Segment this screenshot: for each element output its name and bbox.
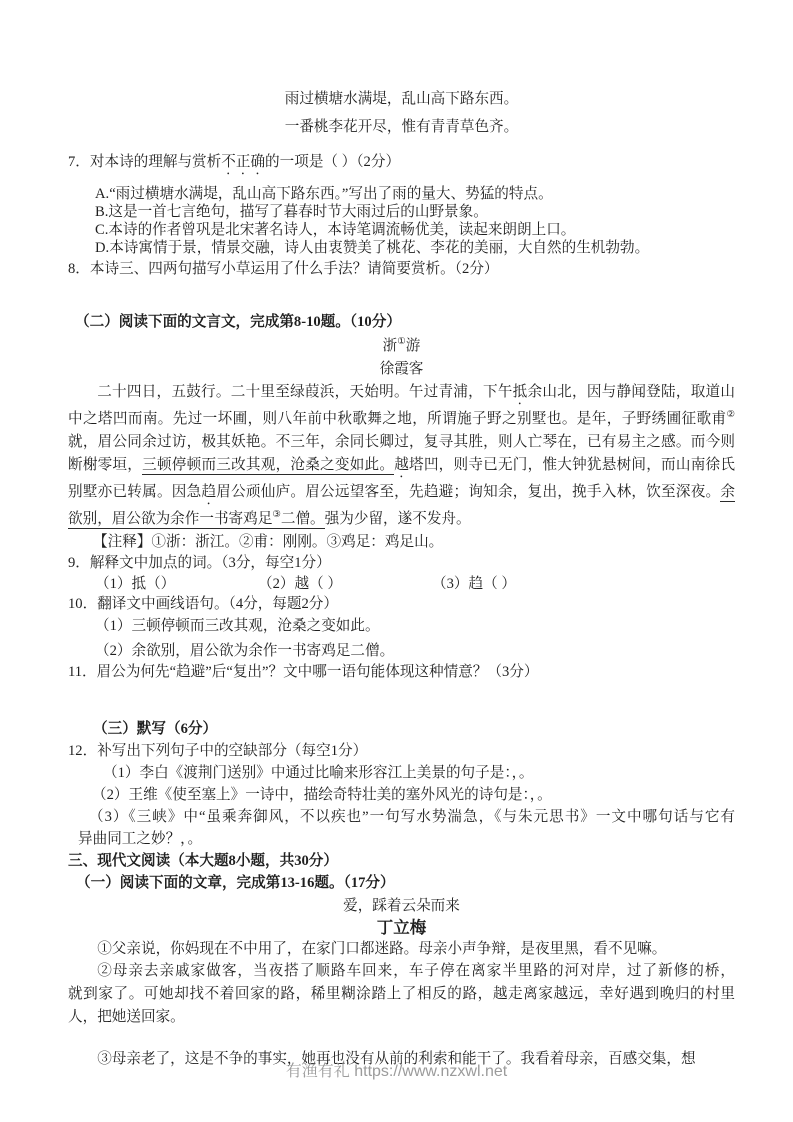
passage-notes: 【注释】①浙：浙江。②甫：刚刚。③鸡足：鸡足山。	[93, 534, 444, 550]
underlined-sentence-1: 三顿停顿而三改其观，沧桑之变如此。	[142, 457, 395, 473]
q9-item-2: （2）越（ ）	[258, 576, 342, 592]
q12-item-3-line-2: 异曲同工之妙？，。	[78, 831, 203, 847]
passage-text: 中之塔凹而南。先过一坏圃，则八年前中秋歌舞之地，所谓施子野之别墅也。是年，子野绣圃征歌甫	[68, 411, 727, 427]
passage-title	[68, 336, 735, 356]
underlined-sentence-2-rest	[68, 511, 325, 529]
essay-author: 丁立梅	[376, 918, 427, 937]
dotted-word-di: 抵	[512, 384, 528, 400]
section-3-heading: （三）默写（6分）	[93, 721, 218, 737]
q7-option-b: B.这是一首七言绝句，描写了暮春时节大雨过后的山野景象。	[95, 204, 488, 220]
poem-line-1: 雨过横塘水满堤，乱山高下路东西。	[284, 91, 519, 107]
q9-item-1: （1）抵（）	[95, 576, 176, 592]
question-11: 11．眉公为何先“趋避”后“复出”？文中哪一语句能体现这种情意？（3分）	[68, 664, 539, 680]
q10-sentence-2: （2）余欲别，眉公欲为余作一书寄鸡足二僧。	[95, 643, 395, 659]
q7-option-d: D.本诗寓情于景，情景交融，诗人由衷赞美了桃花、李花的美丽，大自然的生机勃勃。	[95, 240, 650, 256]
q12-item-1: （1）李白《渡荆门送别》中通过比喻来形容江上美景的句子是：，。	[103, 765, 534, 781]
footer-watermark	[0, 1058, 793, 1081]
passage-text: 余山北，因与静闻登陆，取道山	[527, 384, 735, 400]
question-7-pre: 7．对本诗的理解与赏析	[68, 154, 222, 170]
passage-text: 二僧。	[280, 511, 325, 527]
section-2-heading: （二）阅读下面的文言文，完成第8-10题。（10分）	[75, 314, 401, 330]
passage-line-6	[68, 508, 735, 531]
question-7-emphasized-word: 不正确	[221, 154, 266, 170]
passage-text: 眉公顽仙庐。眉公远望客至，先趋避；询知余，复出，挽手入林，饮至深夜。	[216, 484, 721, 500]
question-7-post: 的一项是（ ）（2分）	[265, 154, 401, 170]
essay-paragraph-2-line-2: 就到家了。可她却找不着回家的路，稀里糊涂踏上了相反的路，越走离家越远，幸好遇到晚归的村里	[68, 986, 735, 1002]
part-3-heading: 三、现代文阅读（本大题8小题，共30分）	[68, 853, 338, 869]
poem-line-2: 一番桃李花开尽，惟有青青草色齐。	[284, 119, 519, 135]
essay-paragraph-3: ③母亲老了，这是不争的事实，她再也没有从前的利索和能干了。我看着母亲，百感交集，想	[97, 1051, 696, 1067]
q9-items-row	[95, 574, 735, 594]
passage-text: 二十四日，五鼓行。二十里至绿葭浜，天始明。午过青浦，下午	[97, 384, 513, 400]
dotted-word-yue: 越	[394, 457, 410, 473]
passage-line-5	[68, 481, 735, 508]
passage-line-3: 就，眉公同余过访，极其妖艳。不三年，余同长卿过，复寻其胜，则人亡琴在，已有易主之感。而今则	[68, 434, 735, 450]
part-3-sub-heading: （一）阅读下面的文章，完成第13-16题。（17分）	[76, 875, 395, 891]
question-7	[68, 152, 735, 178]
essay-paragraph-2-line-1: ②母亲去亲戚家做客，当夜搭了顺路车回来，车子停在离家半里路的河对岸，过了新修的桥，	[97, 963, 735, 979]
note-marker-3: ③	[272, 510, 281, 521]
note-marker-1: ①	[397, 337, 406, 348]
footer-credit-text: 有渔有礼 https://www.nzxwl.net	[285, 1063, 508, 1080]
dotted-word-qu: 趋	[201, 484, 217, 500]
passage-line-1	[68, 381, 735, 408]
q10-sentence-1: （1）三顿停顿而三改其观，沧桑之变如此。	[95, 618, 380, 634]
passage-text: 别墅亦已转属。因急	[68, 484, 202, 500]
underlined-sentence-2-start: 余	[720, 484, 735, 500]
essay-title: 爱，踩着云朵而来	[343, 898, 460, 914]
question-9: 9．解释文中加点的词。（3分，每空1分）	[68, 555, 331, 571]
q7-option-a: A.“雨过横塘水满堤，乱山高下路东西。”写出了雨的量大、势猛的特点。	[95, 186, 553, 202]
passage-text: 欲别，眉公欲为余作一书寄鸡足	[68, 511, 273, 527]
essay-paragraph-1: ①父亲说，你妈现在不中用了，在家门口都迷路。母亲小声争辩，是夜里黑，看不见嘛。	[97, 941, 667, 957]
q7-option-c: C.本诗的作者曾巩是北宋著名诗人，本诗笔调流畅优美，读起来朗朗上口。	[95, 222, 576, 238]
passage-line-2	[68, 408, 735, 431]
passage-author: 徐霞客	[379, 361, 424, 377]
passage-text: 塔凹，则寺已无门，惟大钟犹悬树间，而山南徐氏	[409, 457, 735, 473]
q9-item-3: （3）趋（ ）	[432, 576, 516, 592]
passage-title-pre: 浙	[382, 338, 398, 354]
question-12: 12．补写出下列句子中的空缺部分（每空1分）	[68, 743, 368, 759]
q12-item-2: （2）王维《使至塞上》一诗中，描绘奇特壮美的塞外风光的诗句是：，。	[92, 787, 552, 803]
question-10: 10．翻译文中画线语句。（4分，每题2分）	[68, 596, 338, 612]
passage-text: 强为少留，遂不发舟。	[324, 511, 471, 527]
passage-line-4	[68, 454, 735, 481]
passage-text: 断榭零垣，	[68, 457, 143, 473]
note-marker-2: ②	[726, 410, 735, 421]
question-8: 8．本诗三、四两句描写小草运用了什么手法？请简要赏析。（2分）	[68, 261, 499, 277]
essay-paragraph-2-line-3: 人，把她送回家。	[68, 1009, 185, 1025]
passage-title-post: 游	[405, 338, 421, 354]
q12-item-3-line-1: （3）《三峡》中“虽乘奔御风，不以疾也”一句写水势湍急，《与朱元思书》一文中哪句话与它有	[89, 809, 735, 825]
